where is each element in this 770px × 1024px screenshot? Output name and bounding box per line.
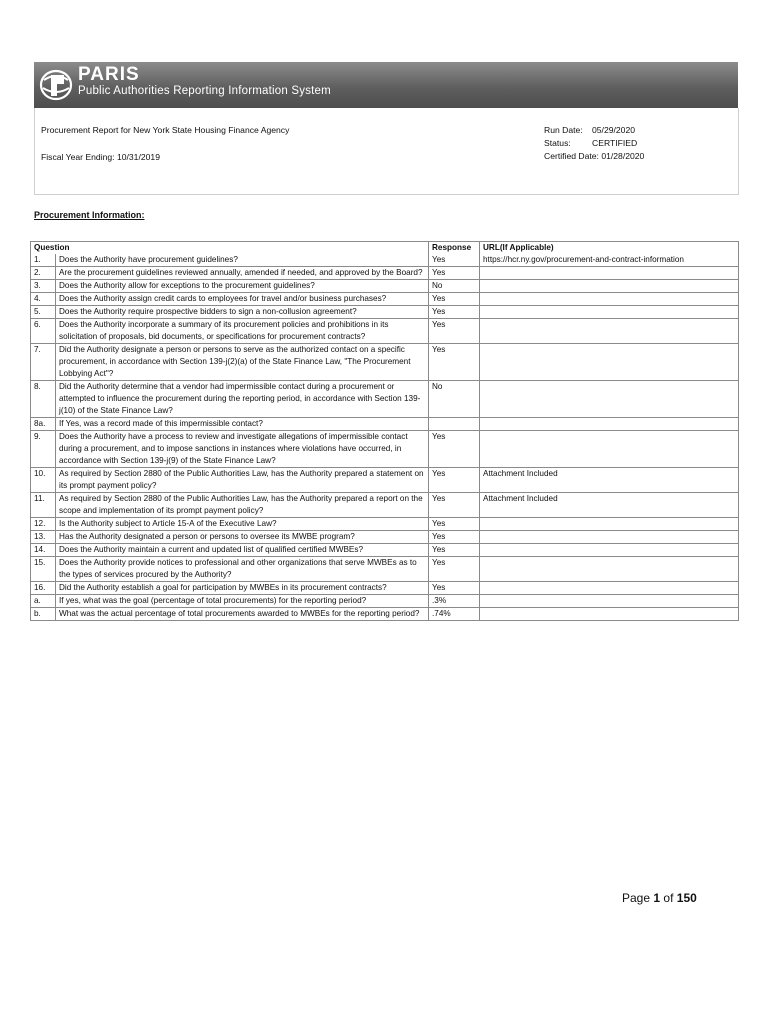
question-number: 3.	[31, 280, 56, 293]
response-cell: Yes	[429, 557, 480, 582]
question-text: If yes, what was the goal (percentage of total procurements) for the reporting period?	[56, 595, 429, 608]
url-cell	[480, 418, 739, 431]
table-row	[31, 319, 739, 344]
table-row	[31, 595, 739, 608]
question-number: 6.	[31, 319, 56, 344]
response-cell: Yes	[429, 267, 480, 280]
url-cell	[480, 557, 739, 582]
table-row	[31, 531, 739, 544]
question-column-header: Question	[31, 242, 429, 255]
response-cell: Yes	[429, 582, 480, 595]
response-column-header: Response	[429, 242, 480, 255]
page-current: 1	[653, 891, 661, 905]
table-row	[31, 344, 739, 381]
response-cell: Yes	[429, 531, 480, 544]
page-total: 150	[676, 891, 697, 905]
url-cell	[480, 608, 739, 621]
question-number: a.	[31, 595, 56, 608]
url-cell	[480, 267, 739, 280]
question-number: 14.	[31, 544, 56, 557]
question-number: 10.	[31, 468, 56, 493]
question-number: 7.	[31, 344, 56, 381]
question-text: Does the Authority allow for exceptions to the procurement guidelines?	[56, 280, 429, 293]
response-cell: No	[429, 280, 480, 293]
run-date-label: Run Date:	[544, 125, 583, 135]
page-word: Page	[622, 891, 651, 905]
question-text: Are the procurement guidelines reviewed annually, amended if needed, and approved by the Board?	[56, 267, 429, 280]
question-text: Does the Authority maintain a current and updated list of qualified certified MWBEs?	[56, 544, 429, 557]
fiscal-year: Fiscal Year Ending: 10/31/2019	[41, 152, 160, 162]
procurement-table	[30, 241, 739, 621]
question-number: 13.	[31, 531, 56, 544]
question-text: If Yes, was a record made of this impermissible contact?	[56, 418, 429, 431]
url-cell: Attachment Included	[480, 468, 739, 493]
section-title: Procurement Information:	[34, 210, 145, 220]
report-header-left	[41, 125, 289, 179]
procurement-table-body	[31, 254, 739, 621]
table-row	[31, 582, 739, 595]
status-value: CERTIFIED	[592, 138, 638, 148]
url-cell	[480, 306, 739, 319]
question-text: Does the Authority provide notices to professional and other organizations that serve MWBEs as to the types of services procured by the Authority?	[56, 557, 429, 582]
url-cell	[480, 381, 739, 418]
report-title: Procurement Report for New York State Housing Finance Agency	[41, 125, 290, 135]
table-row	[31, 280, 739, 293]
question-text: Does the Authority have procurement guidelines?	[56, 254, 429, 267]
response-cell: Yes	[429, 344, 480, 381]
question-text: Does the Authority assign credit cards to employees for travel and/or business purchases?	[56, 293, 429, 306]
table-row	[31, 431, 739, 468]
table-header-row	[31, 242, 739, 255]
question-number: 8.	[31, 381, 56, 418]
response-cell: Yes	[429, 518, 480, 531]
question-text: Did the Authority determine that a vendor had impermissible contact during a procurement or attempted to influence the procurement during the reporting period, in accordance with Section 139-j(10) of the State Finance Law?	[56, 381, 429, 418]
url-cell: https://hcr.ny.gov/procurement-and-contract-information	[480, 254, 739, 267]
question-text: Does the Authority have a process to review and investigate allegations of impermissible contact during a procurement, and to impose sanctions in instances where violations have occurred, in accordance with Section 139-j(9) of the State Finance Law?	[56, 431, 429, 468]
table-row	[31, 493, 739, 518]
page-of: of	[663, 891, 674, 905]
question-text: Does the Authority require prospective bidders to sign a non-collusion agreement?	[56, 306, 429, 319]
question-number: b.	[31, 608, 56, 621]
paris-logo-icon	[38, 66, 74, 104]
url-cell	[480, 595, 739, 608]
url-cell	[480, 531, 739, 544]
url-cell: Attachment Included	[480, 493, 739, 518]
status-row	[544, 138, 644, 151]
table-row	[31, 306, 739, 319]
question-number: 4.	[31, 293, 56, 306]
question-text: Is the Authority subject to Article 15-A of the Executive Law?	[56, 518, 429, 531]
page-number	[622, 891, 697, 905]
response-cell: Yes	[429, 544, 480, 557]
question-text: Did the Authority establish a goal for participation by MWBEs in its procurement contracts?	[56, 582, 429, 595]
run-date-row	[544, 125, 644, 138]
response-cell	[429, 418, 480, 431]
question-number: 11.	[31, 493, 56, 518]
table-row	[31, 293, 739, 306]
response-cell: Yes	[429, 493, 480, 518]
response-cell: .3%	[429, 595, 480, 608]
question-number: 9.	[31, 431, 56, 468]
question-number: 2.	[31, 267, 56, 280]
url-cell	[480, 280, 739, 293]
question-number: 16.	[31, 582, 56, 595]
response-cell: .74%	[429, 608, 480, 621]
question-text: Did the Authority designate a person or persons to serve as the authorized contact on a specific procurement, in accordance with Section 139-j(2)(a) of the State Finance Law, "The Procurement Lobbying Act"?	[56, 344, 429, 381]
question-text: What was the actual percentage of total procurements awarded to MWBEs for the reporting period?	[56, 608, 429, 621]
certified-date: Certified Date: 01/28/2020	[544, 151, 645, 161]
response-cell: Yes	[429, 306, 480, 319]
url-cell	[480, 431, 739, 468]
table-row	[31, 381, 739, 418]
response-cell: Yes	[429, 293, 480, 306]
status-label: Status:	[544, 138, 571, 148]
url-cell	[480, 319, 739, 344]
response-cell: Yes	[429, 254, 480, 267]
table-row	[31, 468, 739, 493]
table-row	[31, 557, 739, 582]
question-number: 8a.	[31, 418, 56, 431]
table-row	[31, 608, 739, 621]
question-text: Does the Authority incorporate a summary of its procurement policies and prohibitions in its solicitation of proposals, bid documents, or specifications for procurement contracts?	[56, 319, 429, 344]
banner-brand: PARIS	[78, 64, 140, 85]
response-cell: Yes	[429, 468, 480, 493]
response-cell: Yes	[429, 431, 480, 468]
paris-banner	[34, 62, 738, 108]
url-cell	[480, 544, 739, 557]
table-row	[31, 254, 739, 267]
url-column-header: URL(If Applicable)	[480, 242, 739, 255]
banner-subtitle: Public Authorities Reporting Information System	[78, 85, 331, 97]
certified-date-row	[544, 151, 644, 164]
table-row	[31, 518, 739, 531]
question-text: Has the Authority designated a person or persons to oversee its MWBE program?	[56, 531, 429, 544]
table-row	[31, 267, 739, 280]
question-text: As required by Section 2880 of the Public Authorities Law, has the Authority prepared a report on the scope and implementation of its prompt payment policy?	[56, 493, 429, 518]
url-cell	[480, 582, 739, 595]
report-header	[34, 108, 739, 195]
question-number: 15.	[31, 557, 56, 582]
run-date-value: 05/29/2020	[592, 125, 636, 135]
question-number: 12.	[31, 518, 56, 531]
url-cell	[480, 293, 739, 306]
table-row	[31, 544, 739, 557]
url-cell	[480, 344, 739, 381]
url-cell	[480, 518, 739, 531]
question-text: As required by Section 2880 of the Public Authorities Law, has the Authority prepared a statement on its prompt payment policy?	[56, 468, 429, 493]
response-cell: No	[429, 381, 480, 418]
report-header-right	[544, 125, 644, 164]
question-number: 1.	[31, 254, 56, 267]
table-row	[31, 418, 739, 431]
question-number: 5.	[31, 306, 56, 319]
response-cell: Yes	[429, 319, 480, 344]
